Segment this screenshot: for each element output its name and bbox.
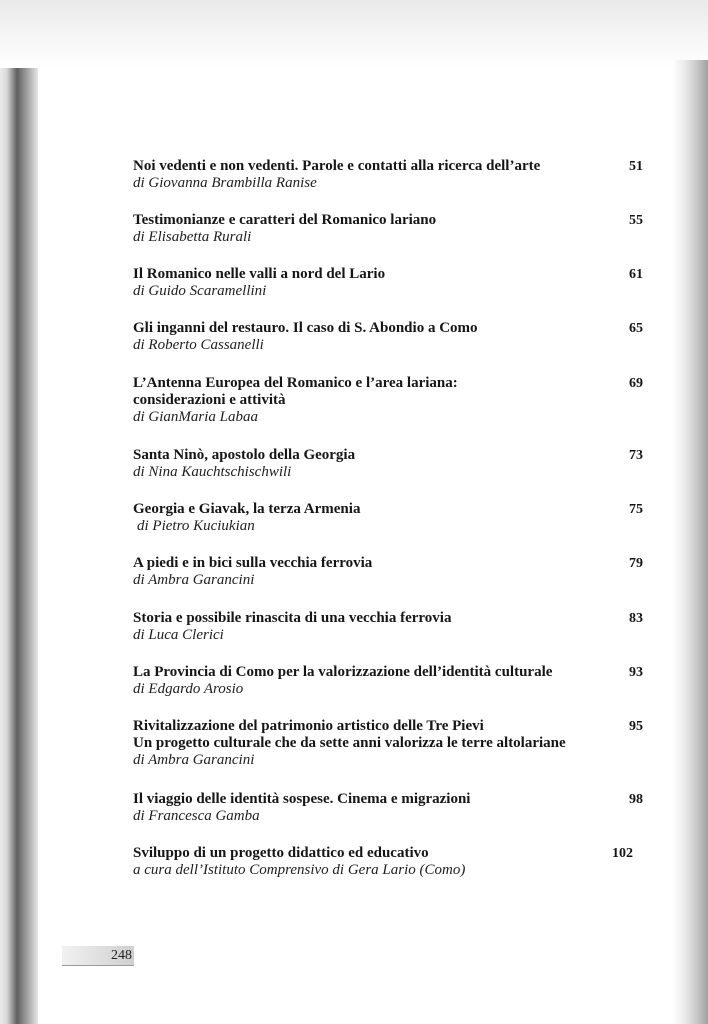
page-top-shadow — [0, 0, 708, 68]
entry-author: di Roberto Cassanelli — [133, 337, 264, 353]
entry-title: L’Antenna Europea del Romanico e l’area lariana: — [133, 375, 458, 391]
entry-title: A piedi e in bici sulla vecchia ferrovia — [133, 555, 373, 571]
entry-author: di Luca Clerici — [133, 627, 224, 643]
entry-title: Il Romanico nelle valli a nord del Lario — [133, 266, 386, 282]
entry-author: di Edgardo Arosio — [133, 681, 244, 697]
toc-entry — [133, 266, 643, 300]
entry-author: di Ambra Garancini — [133, 572, 255, 588]
entry-title-line2: Un progetto culturale che da sette anni valorizza le terre altolariane — [133, 735, 566, 751]
toc-entry — [133, 158, 643, 192]
toc-entry — [133, 501, 643, 535]
entry-page-number: 65 — [629, 321, 643, 336]
entry-page-number: 55 — [629, 213, 643, 228]
entry-page-number: 75 — [629, 502, 643, 517]
entry-title: Gli inganni del restauro. Il caso di S. Abondio a Como — [133, 320, 478, 336]
entry-page-number: 79 — [629, 556, 643, 571]
entry-page-number: 51 — [629, 159, 643, 174]
entry-author: di GianMaria Labaa — [133, 409, 259, 425]
entry-author: di Guido Scaramellini — [133, 283, 267, 299]
book-gutter-shadow — [0, 68, 38, 1024]
entry-title: Testimonianze e caratteri del Romanico lariano — [133, 212, 437, 228]
toc-entry — [133, 718, 643, 769]
entry-page-number: 93 — [629, 665, 643, 680]
entry-author: di Ambra Garancini — [133, 752, 255, 768]
toc-entry — [133, 375, 643, 426]
toc-entry — [133, 320, 643, 354]
entry-title: Storia e possibile rinascita di una vecchia ferrovia — [133, 610, 452, 626]
entry-page-number: 61 — [629, 267, 643, 282]
toc-entry — [133, 610, 643, 644]
entry-author: di Giovanna Brambilla Ranise — [133, 175, 317, 191]
toc-entry — [133, 555, 643, 589]
entry-page-number: 102 — [612, 846, 633, 861]
toc-entry — [133, 791, 643, 825]
folio-page-number: 248 — [111, 948, 132, 963]
entry-author: di Nina Kauchtschischwili — [133, 464, 292, 480]
toc-entry — [133, 845, 643, 879]
page-right-shadow — [672, 60, 708, 1024]
entry-page-number: 83 — [629, 611, 643, 626]
entry-author: a cura dell’Istituto Comprensivo di Gera Lario (Como) — [133, 862, 466, 878]
entry-title: Il viaggio delle identità sospese. Cinema e migrazioni — [133, 791, 471, 807]
toc-entry — [133, 664, 643, 698]
entry-page-number: 95 — [629, 719, 643, 734]
entry-page-number: 73 — [629, 448, 643, 463]
entry-page-number: 98 — [629, 792, 643, 807]
entry-author: di Elisabetta Rurali — [133, 229, 252, 245]
entry-title: La Provincia di Como per la valorizzazione dell’identità culturale — [133, 664, 553, 680]
entry-author: di Francesca Gamba — [133, 808, 260, 824]
entry-page-number: 69 — [629, 376, 643, 391]
entry-title: Rivitalizzazione del patrimonio artistico delle Tre Pievi — [133, 718, 484, 734]
entry-title-line2: considerazioni e attività — [133, 392, 286, 408]
entry-title: Georgia e Giavak, la terza Armenia — [133, 501, 361, 517]
entry-title: Santa Ninò, apostolo della Georgia — [133, 447, 356, 463]
toc-entry — [133, 212, 643, 246]
folio-tab — [62, 946, 134, 966]
entry-author: di Pietro Kuciukian — [137, 518, 255, 534]
toc-entry — [133, 447, 643, 481]
entry-title: Noi vedenti e non vedenti. Parole e contatti alla ricerca dell’arte — [133, 158, 541, 174]
entry-title: Sviluppo di un progetto didattico ed educativo — [133, 845, 429, 861]
